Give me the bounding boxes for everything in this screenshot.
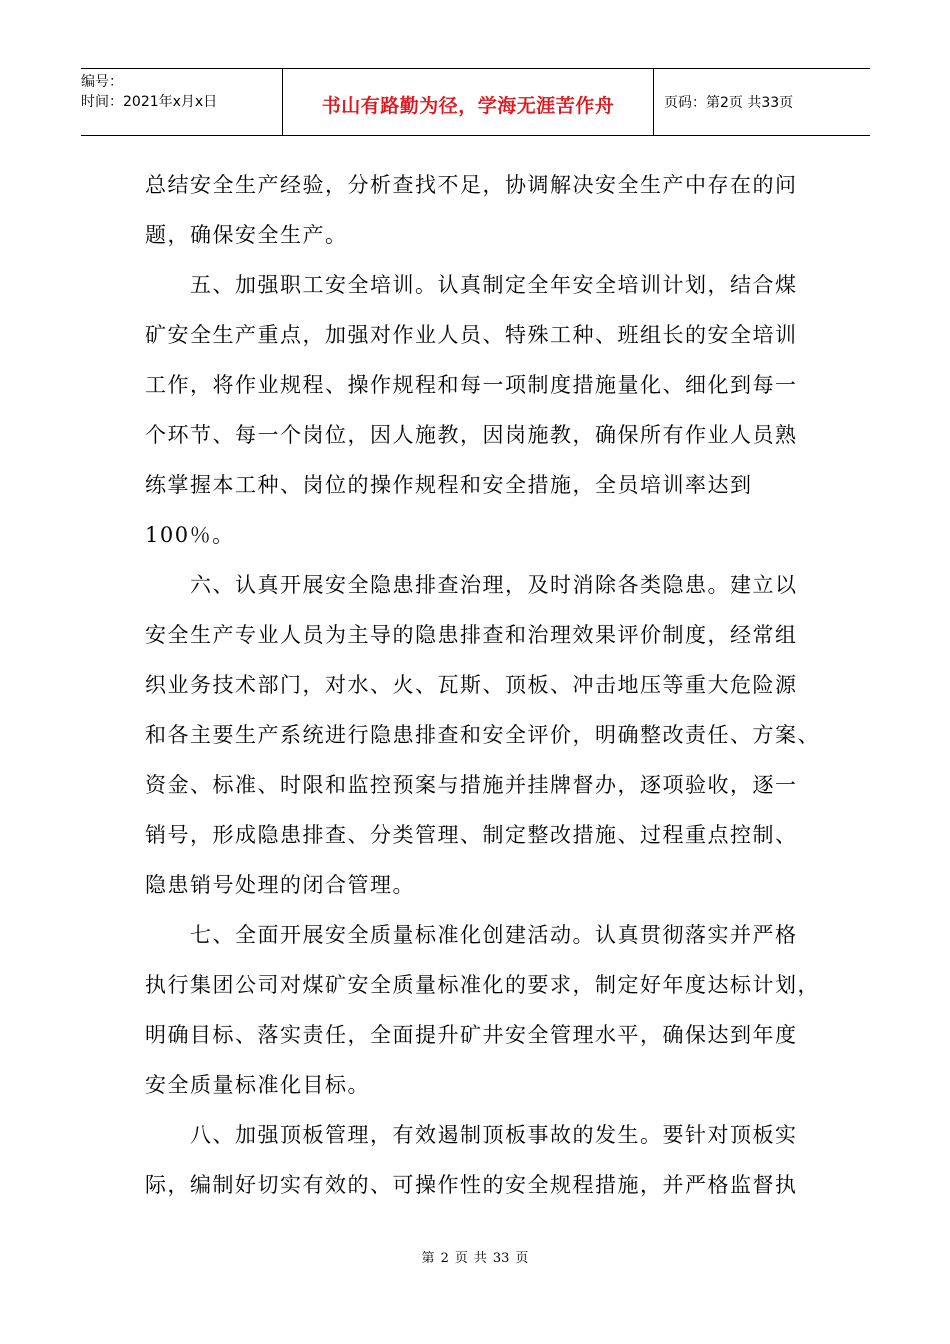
header-page-label: 页码：第2页 共33页 (664, 95, 794, 111)
body-text-line: 七、全面开展安全质量标准化创建活动。认真贯彻落实并严格 (190, 923, 798, 947)
body-text-line: 资金、标准、时限和监控预案与措施并挂牌督办，逐项验收，逐一 (145, 773, 798, 797)
body-text-line: 明确目标、落实责任，全面提升矿井安全管理水平，确保达到年度 (145, 1023, 798, 1047)
body-text-line: 总结安全生产经验，分析查找不足，协调解决安全生产中存在的问 (145, 173, 798, 197)
body-text-line: 销号，形成隐患排查、分类管理、制定整改措施、过程重点控制、 (145, 823, 798, 847)
body-text-line: 矿安全生产重点，加强对作业人员、特殊工种、班组长的安全培训 (145, 323, 798, 347)
header-page-cell (654, 69, 870, 135)
footer-page-number: 2 (440, 1251, 449, 1266)
document-number-label: 编号： (81, 74, 123, 90)
header-meta-cell (81, 69, 283, 135)
body-text-line: 五、加强职工安全培训。认真制定全年安全培训计划，结合煤 (190, 273, 798, 297)
body-text-line: 安全质量标准化目标。 (145, 1073, 370, 1097)
page-header (81, 68, 870, 136)
header-motto-cell (283, 69, 654, 135)
body-text-line: 执行集团公司对煤矿安全质量标准化的要求，制定好年度达标计划， (145, 973, 820, 997)
document-time-label: 时间：2021年x月x日 (81, 94, 218, 110)
body-text-line: 际，编制好切实有效的、可操作性的安全规程措施，并严格监督执 (145, 1173, 798, 1197)
page-footer (0, 1247, 950, 1266)
body-text-line: 100％。 (145, 523, 235, 547)
body-text-line: 练掌握本工种、岗位的操作规程和安全措施，全员培训率达到 (145, 473, 753, 497)
footer-ye: 页 (454, 1251, 468, 1266)
header-motto: 书山有路勤为径，学海无涯苦作舟 (321, 94, 615, 117)
footer-gong: 共 (473, 1251, 487, 1266)
body-text-line: 隐患销号处理的闭合管理。 (145, 873, 415, 897)
document-body (145, 160, 820, 1210)
body-text-line: 和各主要生产系统进行隐患排查和安全评价，明确整改责任、方案、 (145, 723, 820, 747)
body-text-line: 织业务技术部门，对水、火、瓦斯、顶板、冲击地压等重大危险源 (145, 673, 798, 697)
footer-total-pages: 33 (492, 1251, 510, 1266)
footer-ye2: 页 (515, 1251, 529, 1266)
body-text-line: 工作，将作业规程、操作规程和每一项制度措施量化、细化到每一 (145, 373, 798, 397)
body-text-line: 六、认真开展安全隐患排查治理，及时消除各类隐患。建立以 (190, 573, 798, 597)
body-text-line: 安全生产专业人员为主导的隐患排查和治理效果评价制度，经常组 (145, 623, 798, 647)
body-text-line: 题，确保安全生产。 (145, 223, 348, 247)
body-text-line: 个环节、每一个岗位，因人施教，因岗施教，确保所有作业人员熟 (145, 423, 798, 447)
body-text-line: 八、加强顶板管理，有效遏制顶板事故的发生。要针对顶板实 (190, 1123, 798, 1147)
footer-di: 第 (421, 1251, 435, 1266)
